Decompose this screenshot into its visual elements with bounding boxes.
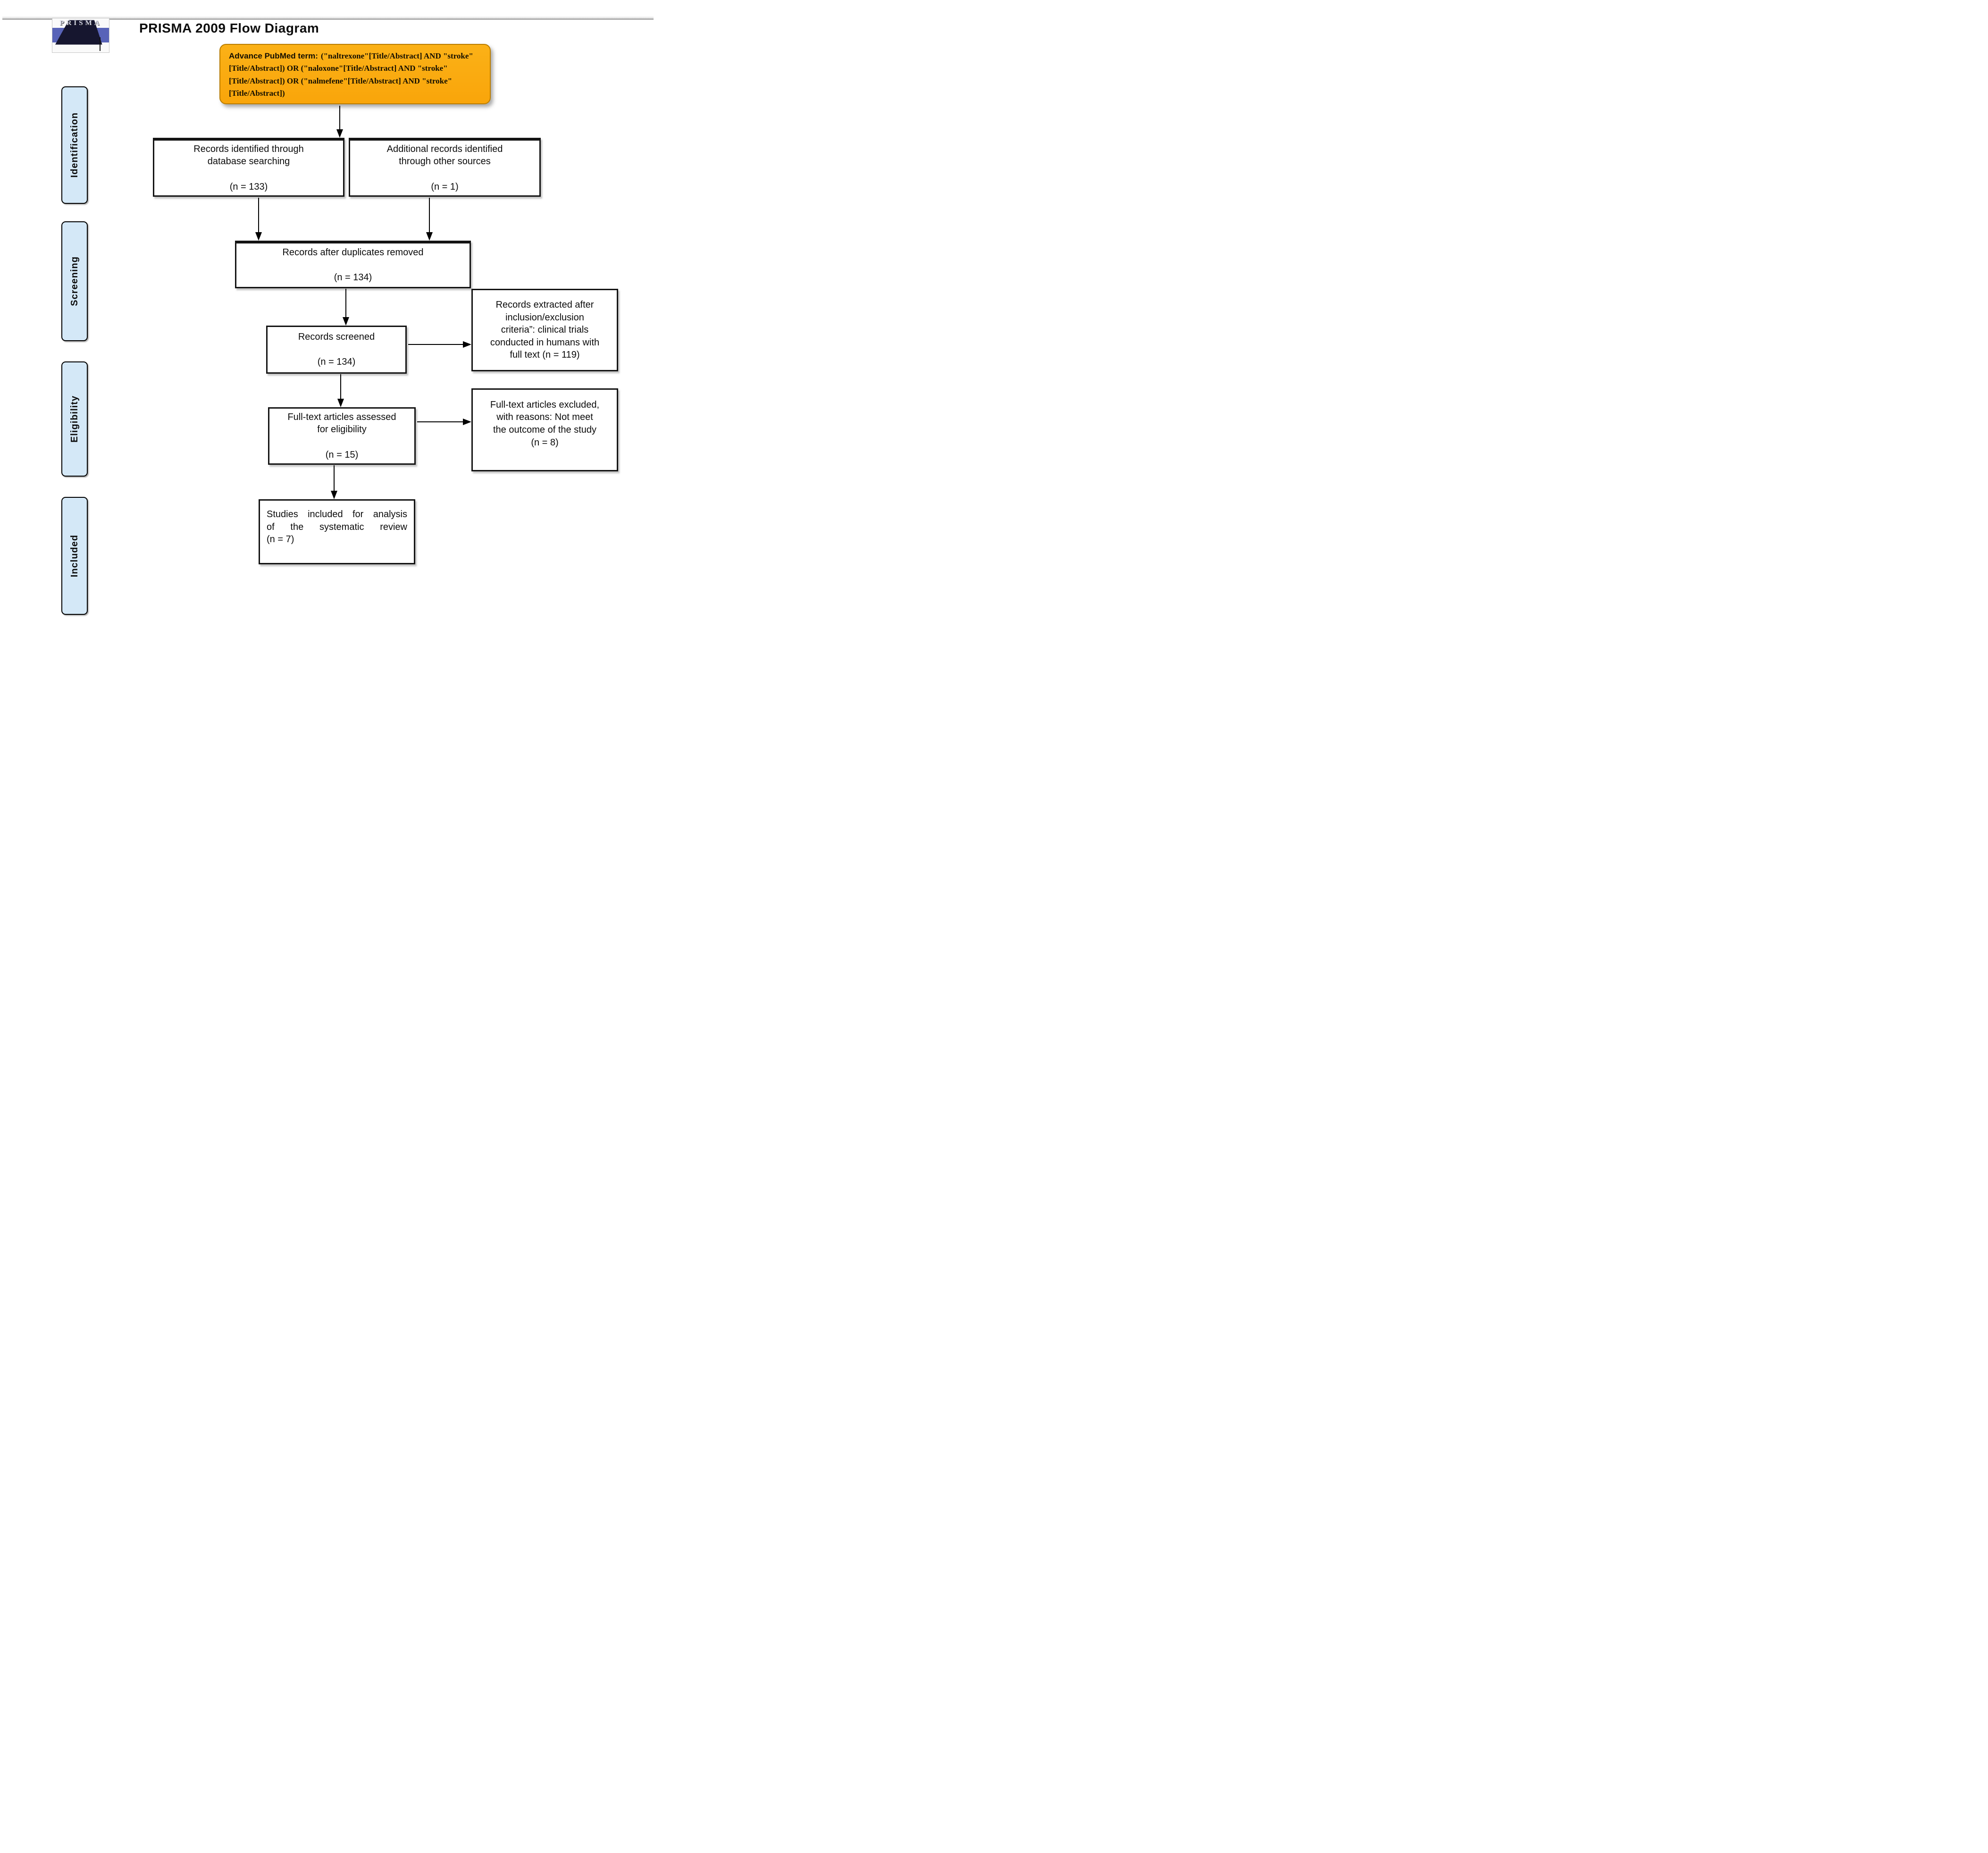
arrow-other-sources-to-duplicates [429, 198, 430, 232]
page-title: PRISMA 2009 Flow Diagram [139, 21, 319, 35]
stage-label-eligibility: Eligibility [69, 395, 80, 443]
prisma-logo [52, 18, 109, 53]
arrow-screened-to-assessed [340, 374, 341, 399]
box-records-database-searching: Records identified through database searching (n = 133) [153, 138, 344, 197]
arrow-assessed-to-included [334, 465, 335, 491]
arrow-duplicates-to-screened [345, 289, 346, 317]
box-records-after-duplicates-removed: Records after duplicates removed (n = 134) [235, 241, 471, 288]
box-records-extracted-inclusion-exclusion: Records extracted after inclusion/exclusion criteria”: clinical trials conducted in humans with full text (n = 119) [471, 289, 618, 371]
arrow-database-to-duplicates [258, 198, 259, 232]
stage-label-identification: Identification [69, 112, 80, 178]
arrow-screened-to-extracted [408, 344, 463, 345]
box-full-text-assessed-eligibility: Full-text articles assessed for eligibility (n = 15) [268, 407, 416, 465]
box-full-text-excluded-with-reasons: Full-text articles excluded, with reasons: Not meet the outcome of the study (n = 8) [471, 388, 618, 471]
stage-rail-eligibility [61, 361, 88, 477]
box-additional-records-other-sources: Additional records identified through other sources (n = 1) [349, 138, 541, 197]
prisma-flow-diagram [0, 0, 663, 618]
prisma-logo-wordmark: PRISMA [59, 19, 102, 27]
stage-rail-identification [61, 86, 88, 204]
arrow-search-to-identification [339, 106, 340, 129]
stage-rail-screening [61, 221, 88, 341]
search-term-label: Advance PubMed term: [229, 51, 318, 60]
prisma-logo-stem-line [100, 37, 101, 51]
search-term-query: ("naltrexone"[Title/Abstract] AND "stroke"[Title/Abstract]) OR ("naloxone"[Title/Abstract] AND "stroke"[Title/Abstract]) OR ("nalmefene"[Title/Abstract] AND "stroke"[Title/Abstract]) [229, 51, 473, 98]
stage-label-included: Included [69, 534, 80, 578]
stage-rail-included [61, 497, 88, 615]
stage-label-screening: Screening [69, 256, 80, 306]
box-studies-included-systematic-review: Studies included for analysis of the systematic review (n = 7) [259, 499, 415, 564]
pubmed-search-term-box [219, 44, 491, 104]
arrow-assessed-to-excluded [417, 421, 463, 422]
box-records-screened: Records screened (n = 134) [266, 326, 407, 374]
